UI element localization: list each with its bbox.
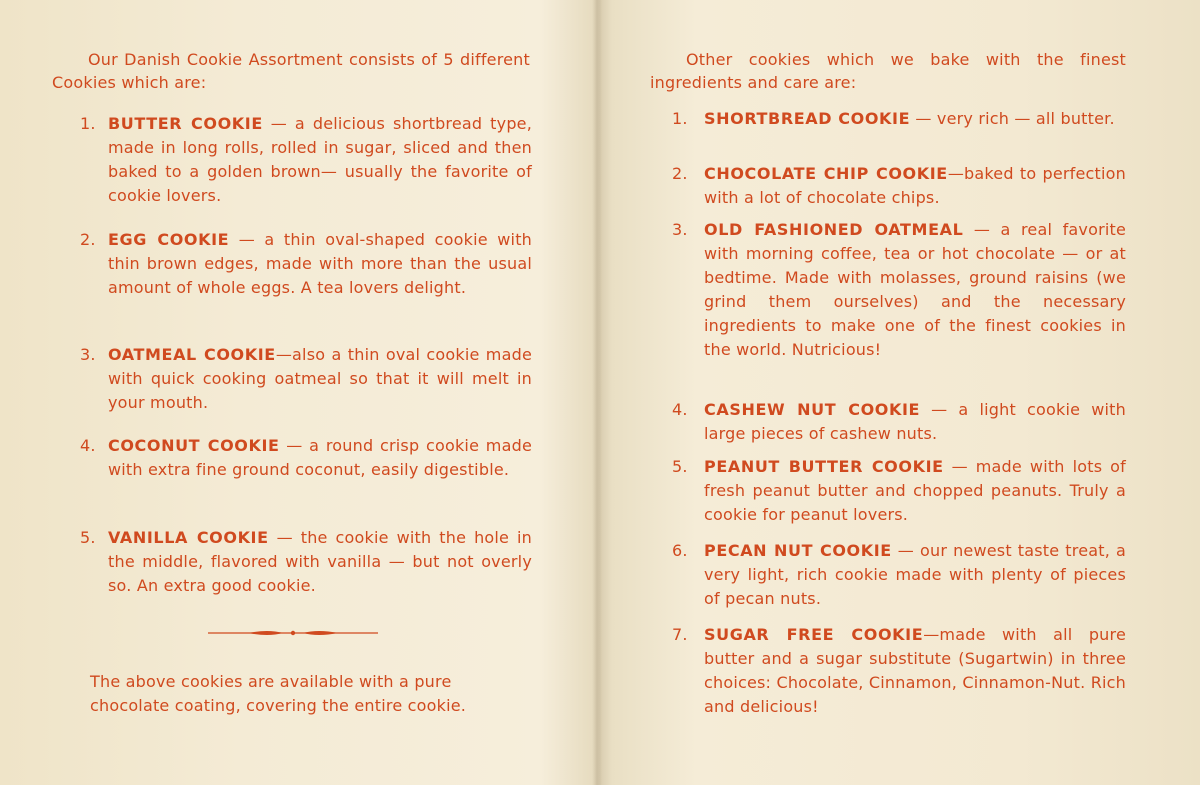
item-number: 7. <box>672 625 688 644</box>
cookie-description: — a round crisp cookie made with extra fine ground coconut, easily digestible. <box>108 436 532 479</box>
cookie-description: —baked to perfection with a lot of chocolate chips. <box>704 164 1126 207</box>
cookie-description: —also a thin oval cookie made with quick cooking oatmeal so that it will melt in your mouth. <box>108 345 532 412</box>
item-number: 1. <box>672 109 688 128</box>
item-number: 2. <box>80 230 96 249</box>
item-number: 2. <box>672 164 688 183</box>
cookie-description: — very rich — all butter. <box>910 109 1115 128</box>
cookie-name: OATMEAL COOKIE <box>108 345 276 364</box>
right-page <box>600 0 1200 785</box>
cookie-name: PEANUT BUTTER COOKIE <box>704 457 944 476</box>
cookie-name: OLD FASHIONED OATMEAL <box>704 220 964 239</box>
cookie-name: PECAN NUT COOKIE <box>704 541 892 560</box>
cookie-description: — a delicious shortbread type, made in long rolls, rolled in sugar, sliced and then baked to a golden brown— usually the favorite of cookie lovers. <box>108 114 533 205</box>
cookie-name: COCONUT COOKIE <box>108 436 280 455</box>
cookie-description: — a light cookie with large pieces of cashew nuts. <box>704 400 1126 443</box>
item-number: 4. <box>80 436 96 455</box>
cookie-name: CHOCOLATE CHIP COOKIE <box>704 164 948 183</box>
cookie-name: BUTTER COOKIE <box>108 114 263 133</box>
cookie-name: SHORTBREAD COOKIE <box>704 109 911 128</box>
cookie-name: EGG COOKIE <box>108 230 230 249</box>
cookie-name: SUGAR FREE COOKIE <box>704 625 924 644</box>
cookie-name: CASHEW NUT COOKIE <box>704 400 921 419</box>
item-number: 1. <box>80 114 96 133</box>
item-number: 5. <box>80 528 96 547</box>
item-number: 5. <box>672 457 688 476</box>
cookie-name: VANILLA COOKIE <box>108 528 269 547</box>
item-number: 3. <box>80 345 96 364</box>
cookie-description: —made with all pure butter and a sugar substitute (Sugartwin) in three choices: Chocolate, Cinnamon, Cinnamon-Nut. Rich and delicious! <box>704 625 1126 716</box>
cookie-description: — made with lots of fresh peanut butter and chopped peanuts. Truly a cookie for peanut lovers. <box>704 457 1127 524</box>
divider-ornament <box>208 626 378 640</box>
item-number: 4. <box>672 400 688 419</box>
cookie-description: — a real favorite with morning coffee, tea or hot chocolate — or at bedtime. Made with molasses, ground raisins (we grind them ourselves) and the necessary ingredients to make one of the finest cookies in the world. Nutricious! <box>704 220 1127 359</box>
item-number: 3. <box>672 220 688 239</box>
left-intro: Our Danish Cookie Assortment consists of 5 different Cookies which are: <box>52 50 530 92</box>
cookie-description: — our newest taste treat, a very light, rich cookie made with plenty of pieces of pecan nuts. <box>704 541 1126 608</box>
cookie-description: — a thin oval-shaped cookie with thin brown edges, made with more than the usual amount of whole eggs. A tea lovers delight. <box>108 230 533 297</box>
right-intro: Other cookies which we bake with the finest ingredients and care are: <box>650 50 1126 92</box>
cookie-description: — the cookie with the hole in the middle, flavored with vanilla — but not overly so. An extra good cookie. <box>108 528 533 595</box>
left-page <box>0 0 596 785</box>
item-number: 6. <box>672 541 688 560</box>
left-footer: The above cookies are available with a pure chocolate coating, covering the entire cookie. <box>90 672 467 715</box>
